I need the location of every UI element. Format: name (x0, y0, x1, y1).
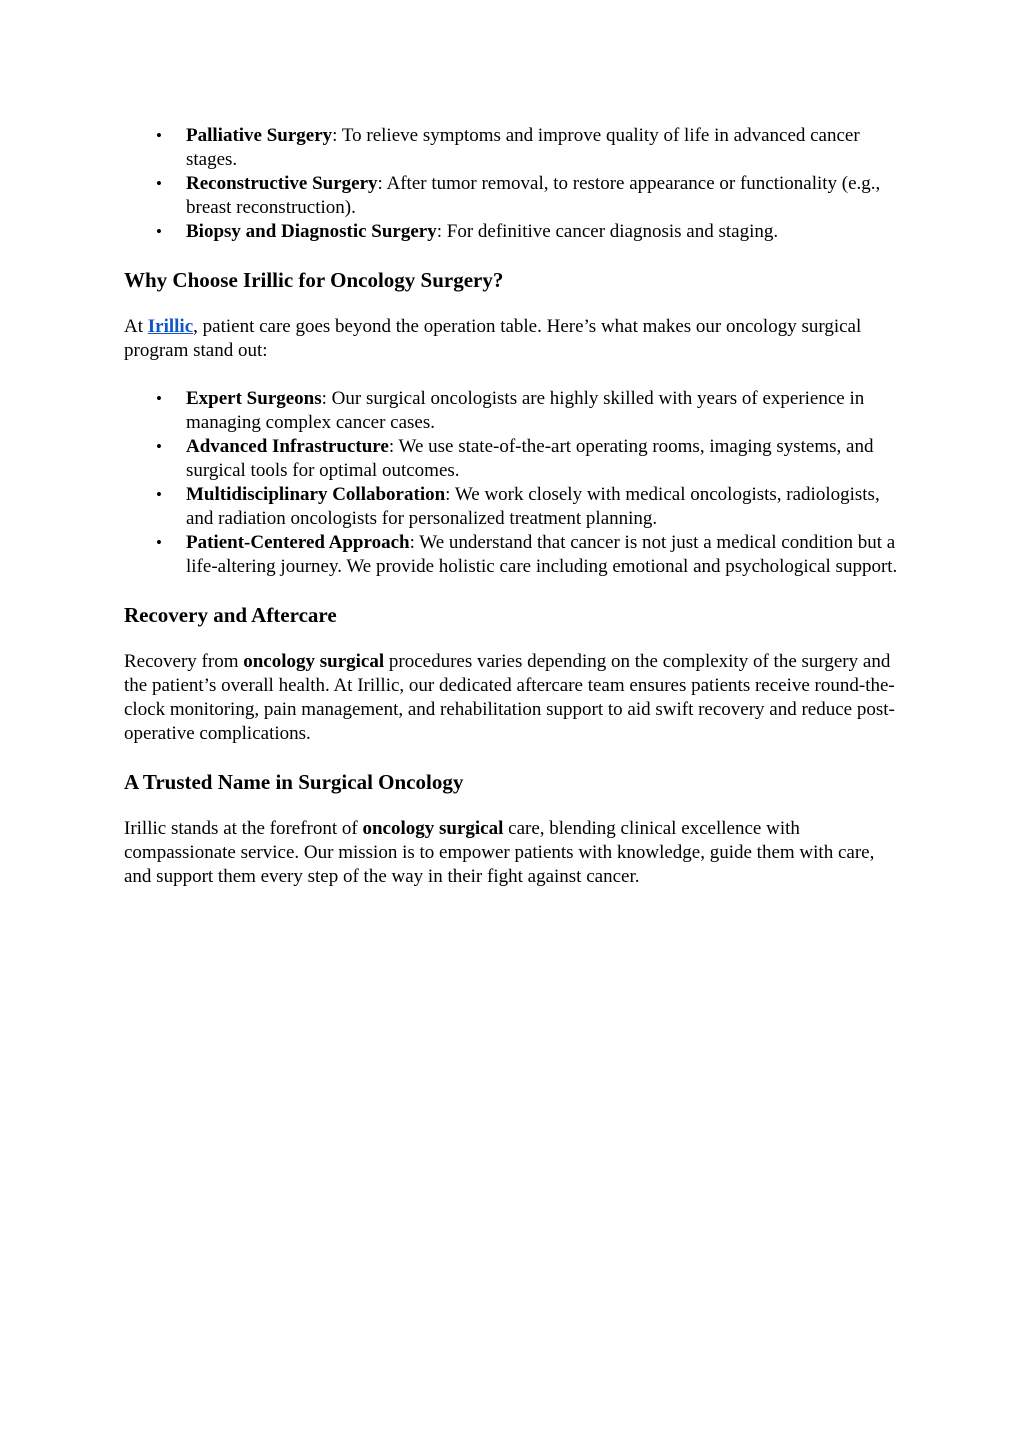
why-choose-list (124, 387, 904, 579)
list-item-term: Reconstructive Surgery (186, 173, 378, 194)
recovery-bold-term: oncology surgical (243, 651, 385, 672)
procedures-list (124, 124, 904, 244)
list-item-term: Biopsy and Diagnostic Surgery (186, 221, 437, 242)
trusted-suffix: care, blending clinical excellence with compassionate service. Our mission is to empower patients with knowledge, guide them with care, and support them every step of the way in their fight against cancer. (124, 818, 875, 887)
list-item-text: : We use state-of-the-art operating rooms, imaging systems, and surgical tools for optimal outcomes. (186, 436, 874, 481)
bullet-icon: • (156, 485, 162, 504)
intro-prefix: At (124, 316, 148, 337)
list-item-text: : To relieve symptoms and improve quality of life in advanced cancer stages. (186, 125, 860, 170)
trusted-heading: A Trusted Name in Surgical Oncology (124, 770, 464, 794)
recovery-suffix: procedures varies depending on the complexity of the surgery and the patient’s overall health. At Irillic, our dedicated aftercare team ensures patients receive round-the-clock monitoring, pain management, and rehabilitation support to aid swift recovery and reduce post-operative complications. (124, 651, 895, 744)
document-page (124, 124, 904, 889)
list-item-text: : We work closely with medical oncologists, radiologists, and radiation oncologists for personalized treatment planning. (186, 484, 880, 529)
list-item-term: Advanced Infrastructure (186, 436, 389, 457)
recovery-prefix: Recovery from (124, 651, 244, 672)
list-item (124, 435, 904, 483)
list-item (124, 531, 904, 579)
list-item-text: : For definitive cancer diagnosis and staging. (436, 221, 779, 242)
intro-suffix: , patient care goes beyond the operation table. Here’s what makes our oncology surgical program stand out: (124, 316, 862, 361)
list-item (124, 220, 904, 244)
list-item (124, 387, 904, 435)
list-item (124, 483, 904, 531)
why-choose-intro (124, 315, 904, 363)
why-choose-heading: Why Choose Irillic for Oncology Surgery? (124, 268, 504, 292)
bullet-icon: • (156, 222, 162, 241)
recovery-paragraph (124, 650, 904, 746)
list-item-text: : Our surgical oncologists are highly skilled with years of experience in managing complex cancer cases. (186, 388, 865, 433)
bullet-icon: • (156, 126, 162, 145)
trusted-prefix: Irillic stands at the forefront of (124, 818, 363, 839)
list-item-term: Multidisciplinary Collaboration (186, 484, 446, 505)
recovery-heading: Recovery and Aftercare (124, 603, 337, 627)
list-item-term: Expert Surgeons (186, 388, 322, 409)
list-item (124, 172, 904, 220)
list-item-term: Palliative Surgery (186, 125, 333, 146)
list-item (124, 124, 904, 172)
bullet-icon: • (156, 174, 162, 193)
trusted-paragraph (124, 817, 904, 889)
list-item-text: : After tumor removal, to restore appearance or functionality (e.g., breast reconstruction). (186, 173, 881, 218)
bullet-icon: • (156, 533, 162, 552)
list-item-text: : We understand that cancer is not just a medical condition but a life-altering journey. We provide holistic care including emotional and psychological support. (186, 532, 898, 577)
trusted-bold-term: oncology surgical (362, 818, 504, 839)
list-item-term: Patient-Centered Approach (186, 532, 410, 553)
bullet-icon: • (156, 389, 162, 408)
bullet-icon: • (156, 437, 162, 456)
irillic-link[interactable]: Irillic (147, 316, 194, 337)
